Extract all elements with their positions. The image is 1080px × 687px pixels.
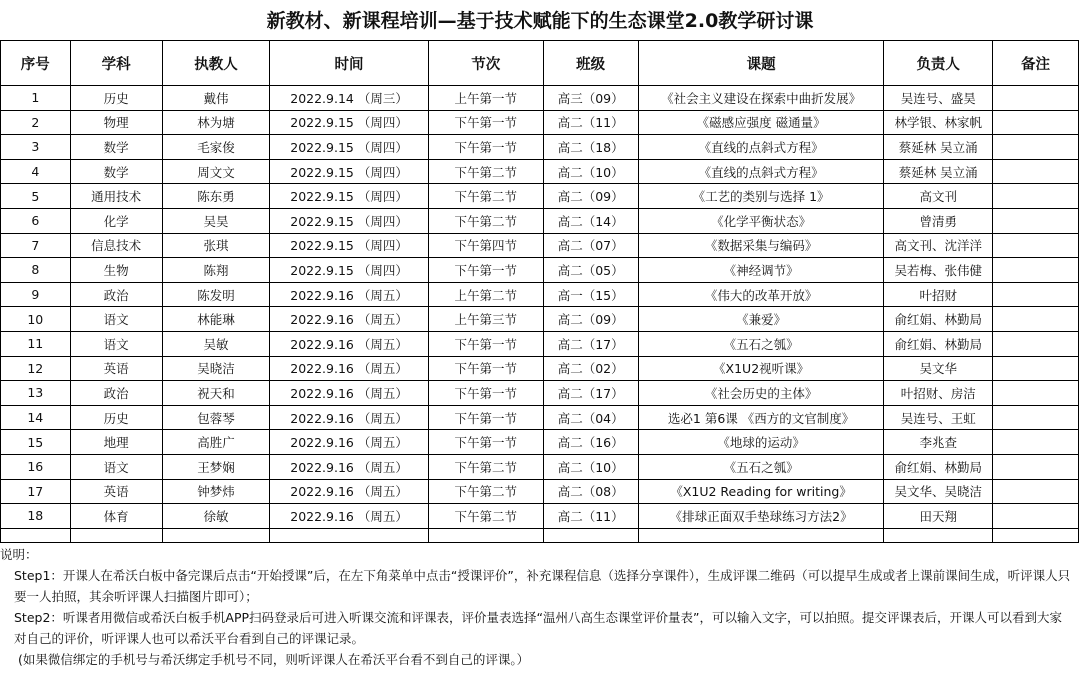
cell-subject: 历史 — [70, 86, 162, 111]
cell-class: 高二（11） — [543, 504, 638, 529]
cell-period: 下午第一节 — [428, 430, 543, 455]
col-header-period: 节次 — [428, 41, 543, 86]
cell-class: 高二（16） — [543, 430, 638, 455]
cell-topic: 《X1U2视听课》 — [638, 356, 884, 381]
cell-subject: 地理 — [70, 430, 162, 455]
cell-index: 1 — [1, 86, 71, 111]
cell-topic: 《五石之瓠》 — [638, 331, 884, 356]
cell-remarks — [992, 159, 1078, 184]
cell-period: 上午第二节 — [428, 282, 543, 307]
cell-owner: 田天翔 — [884, 504, 993, 529]
cell-time: 2022.9.16 （周五） — [270, 430, 429, 455]
cell-teacher: 徐敏 — [162, 504, 269, 529]
cell-subject: 语文 — [70, 307, 162, 332]
col-header-remarks: 备注 — [992, 41, 1078, 86]
cell-class: 高二（05） — [543, 258, 638, 283]
cell-owner: 李兆查 — [884, 430, 993, 455]
cell-time: 2022.9.15 （周四） — [270, 208, 429, 233]
cell-period: 下午第二节 — [428, 208, 543, 233]
cell-remarks — [992, 430, 1078, 455]
cell-remarks — [992, 258, 1078, 283]
cell-period: 下午第二节 — [428, 454, 543, 479]
cell-period: 下午第二节 — [428, 159, 543, 184]
cell-time: 2022.9.16 （周五） — [270, 331, 429, 356]
col-header-teacher: 执教人 — [162, 41, 269, 86]
notes-step2: Step2：听课者用微信或希沃白板手机APP扫码登录后可进入听课交流和评课表，评价量表选择“温州八高生态课堂评价量表”，可以输入文字，可以拍照。提交评课表后，开课人可以看到大家对自己的评价，听评课人也可以希沃平台看到自己的评课记录。 — [14, 610, 1062, 646]
cell-index: 7 — [1, 233, 71, 258]
cell-period: 下午第二节 — [428, 184, 543, 209]
cell-time: 2022.9.14 （周三） — [270, 86, 429, 111]
cell-teacher: 包蓉琴 — [162, 405, 269, 430]
cell-subject: 英语 — [70, 356, 162, 381]
table-row — [1, 208, 1079, 233]
cell-class: 高二（08） — [543, 479, 638, 504]
cell-time: 2022.9.16 （周五） — [270, 479, 429, 504]
cell-class: 高二（11） — [543, 110, 638, 135]
cell-topic: 《社会历史的主体》 — [638, 381, 884, 406]
empty-row — [1, 528, 1079, 542]
cell-period: 上午第一节 — [428, 86, 543, 111]
table-row — [1, 307, 1079, 332]
cell-class: 高二（09） — [543, 307, 638, 332]
cell-time: 2022.9.15 （周四） — [270, 258, 429, 283]
header-row — [1, 41, 1079, 86]
table-row — [1, 233, 1079, 258]
cell-topic: 《磁感应强度 磁通量》 — [638, 110, 884, 135]
cell-remarks — [992, 331, 1078, 356]
cell-owner: 蔡延林 吴立涌 — [884, 135, 993, 160]
cell-topic: 《化学平衡状态》 — [638, 208, 884, 233]
cell-remarks — [992, 454, 1078, 479]
cell-owner: 俞红娟、林勤局 — [884, 454, 993, 479]
cell-teacher: 吴昊 — [162, 208, 269, 233]
cell-class: 高二（14） — [543, 208, 638, 233]
schedule-table — [0, 40, 1079, 543]
cell-subject: 体育 — [70, 504, 162, 529]
cell-subject: 数学 — [70, 135, 162, 160]
cell-remarks — [992, 208, 1078, 233]
empty-cell — [638, 528, 884, 542]
cell-teacher: 张琪 — [162, 233, 269, 258]
cell-class: 高二（02） — [543, 356, 638, 381]
cell-teacher: 毛家俊 — [162, 135, 269, 160]
cell-subject: 物理 — [70, 110, 162, 135]
cell-owner: 蔡延林 吴立涌 — [884, 159, 993, 184]
cell-owner: 吴连号、盛昊 — [884, 86, 993, 111]
cell-time: 2022.9.16 （周五） — [270, 356, 429, 381]
table-row — [1, 184, 1079, 209]
cell-index: 14 — [1, 405, 71, 430]
table-row — [1, 454, 1079, 479]
cell-class: 高三（09） — [543, 86, 638, 111]
cell-subject: 化学 — [70, 208, 162, 233]
cell-topic: 《神经调节》 — [638, 258, 884, 283]
empty-cell — [543, 528, 638, 542]
cell-time: 2022.9.16 （周五） — [270, 381, 429, 406]
col-header-subject: 学科 — [70, 41, 162, 86]
cell-owner: 俞红娟、林勤局 — [884, 331, 993, 356]
cell-teacher: 戴伟 — [162, 86, 269, 111]
cell-class: 高二（04） — [543, 405, 638, 430]
cell-remarks — [992, 184, 1078, 209]
cell-time: 2022.9.15 （周四） — [270, 110, 429, 135]
table-row — [1, 479, 1079, 504]
table-row — [1, 86, 1079, 111]
cell-index: 16 — [1, 454, 71, 479]
empty-cell — [992, 528, 1078, 542]
table-row — [1, 159, 1079, 184]
cell-subject: 生物 — [70, 258, 162, 283]
cell-owner: 吴若梅、张伟健 — [884, 258, 993, 283]
col-header-topic: 课题 — [638, 41, 884, 86]
cell-index: 11 — [1, 331, 71, 356]
table-row — [1, 430, 1079, 455]
cell-topic: 《排球正面双手垫球练习方法2》 — [638, 504, 884, 529]
cell-owner: 吴文华 — [884, 356, 993, 381]
notes-section — [0, 544, 1080, 670]
cell-topic: 《伟大的改革开放》 — [638, 282, 884, 307]
cell-topic: 《X1U2 Reading for writing》 — [638, 479, 884, 504]
cell-remarks — [992, 356, 1078, 381]
cell-index: 15 — [1, 430, 71, 455]
cell-remarks — [992, 504, 1078, 529]
cell-teacher: 吴晓洁 — [162, 356, 269, 381]
cell-teacher: 陈东勇 — [162, 184, 269, 209]
col-header-class: 班级 — [543, 41, 638, 86]
cell-topic: 《地球的运动》 — [638, 430, 884, 455]
cell-class: 高二（10） — [543, 454, 638, 479]
cell-index: 6 — [1, 208, 71, 233]
cell-owner: 叶招财、房洁 — [884, 381, 993, 406]
empty-cell — [70, 528, 162, 542]
table-row — [1, 258, 1079, 283]
cell-teacher: 吴敏 — [162, 331, 269, 356]
cell-topic: 《社会主义建设在探索中曲折发展》 — [638, 86, 884, 111]
cell-index: 17 — [1, 479, 71, 504]
notes-footnote: (如果微信绑定的手机号与希沃绑定手机号不同，则听评课人在希沃平台看不到自己的评课。） — [18, 652, 530, 667]
cell-period: 上午第三节 — [428, 307, 543, 332]
cell-subject: 语文 — [70, 331, 162, 356]
cell-class: 高二（10） — [543, 159, 638, 184]
cell-period: 下午第一节 — [428, 258, 543, 283]
cell-time: 2022.9.16 （周五） — [270, 307, 429, 332]
empty-cell — [270, 528, 429, 542]
table-row — [1, 282, 1079, 307]
cell-owner: 曾清勇 — [884, 208, 993, 233]
cell-time: 2022.9.15 （周四） — [270, 184, 429, 209]
notes-step1: Step1：开课人在希沃白板中备完课后点击“开始授课”后，在左下角菜单中点击“授课评价”，补充课程信息（选择分享课件），生成评课二维码（可以提早生成或者上课前课间生成，听评课人只要一人拍照，其余听评课人扫描图片即可）； — [14, 568, 1071, 604]
cell-period: 下午第一节 — [428, 331, 543, 356]
empty-cell — [884, 528, 993, 542]
cell-owner: 叶招财 — [884, 282, 993, 307]
cell-owner: 高文刊、沈洋洋 — [884, 233, 993, 258]
cell-index: 2 — [1, 110, 71, 135]
cell-index: 9 — [1, 282, 71, 307]
cell-index: 12 — [1, 356, 71, 381]
cell-class: 高二（07） — [543, 233, 638, 258]
cell-class: 高二（18） — [543, 135, 638, 160]
cell-owner: 吴连号、王虹 — [884, 405, 993, 430]
cell-topic: 《数据采集与编码》 — [638, 233, 884, 258]
cell-topic: 《直线的点斜式方程》 — [638, 159, 884, 184]
cell-subject: 历史 — [70, 405, 162, 430]
cell-remarks — [992, 405, 1078, 430]
cell-remarks — [992, 282, 1078, 307]
cell-teacher: 周文文 — [162, 159, 269, 184]
empty-cell — [428, 528, 543, 542]
cell-period: 下午第二节 — [428, 504, 543, 529]
cell-remarks — [992, 110, 1078, 135]
cell-period: 下午第一节 — [428, 135, 543, 160]
table-row — [1, 110, 1079, 135]
cell-period: 下午第二节 — [428, 479, 543, 504]
cell-remarks — [992, 307, 1078, 332]
cell-topic: 《五石之瓠》 — [638, 454, 884, 479]
cell-class: 高二（09） — [543, 184, 638, 209]
cell-time: 2022.9.16 （周五） — [270, 504, 429, 529]
cell-time: 2022.9.16 （周五） — [270, 405, 429, 430]
cell-class: 高二（17） — [543, 381, 638, 406]
cell-index: 18 — [1, 504, 71, 529]
table-row — [1, 135, 1079, 160]
cell-period: 下午第一节 — [428, 110, 543, 135]
col-header-index: 序号 — [1, 41, 71, 86]
cell-owner: 林学银、林家帆 — [884, 110, 993, 135]
cell-teacher: 陈发明 — [162, 282, 269, 307]
cell-time: 2022.9.15 （周四） — [270, 233, 429, 258]
table-row — [1, 405, 1079, 430]
cell-subject: 政治 — [70, 282, 162, 307]
cell-index: 10 — [1, 307, 71, 332]
table-row — [1, 381, 1079, 406]
cell-subject: 语文 — [70, 454, 162, 479]
cell-teacher: 王梦娴 — [162, 454, 269, 479]
cell-teacher: 陈翔 — [162, 258, 269, 283]
col-header-time: 时间 — [270, 41, 429, 86]
cell-subject: 信息技术 — [70, 233, 162, 258]
table-row — [1, 331, 1079, 356]
cell-index: 13 — [1, 381, 71, 406]
cell-time: 2022.9.16 （周五） — [270, 282, 429, 307]
cell-index: 4 — [1, 159, 71, 184]
cell-index: 5 — [1, 184, 71, 209]
cell-teacher: 钟梦炜 — [162, 479, 269, 504]
cell-remarks — [992, 135, 1078, 160]
cell-owner: 高文刊 — [884, 184, 993, 209]
table-row — [1, 504, 1079, 529]
empty-cell — [1, 528, 71, 542]
cell-subject: 通用技术 — [70, 184, 162, 209]
notes-heading: 说明： — [0, 547, 38, 562]
cell-subject: 英语 — [70, 479, 162, 504]
cell-teacher: 高胜广 — [162, 430, 269, 455]
cell-time: 2022.9.16 （周五） — [270, 454, 429, 479]
cell-period: 下午第四节 — [428, 233, 543, 258]
cell-time: 2022.9.15 （周四） — [270, 159, 429, 184]
cell-topic: 《直线的点斜式方程》 — [638, 135, 884, 160]
cell-period: 下午第一节 — [428, 356, 543, 381]
cell-teacher: 林能琳 — [162, 307, 269, 332]
cell-period: 下午第一节 — [428, 381, 543, 406]
cell-remarks — [992, 381, 1078, 406]
cell-index: 8 — [1, 258, 71, 283]
page-title: 新教材、新课程培训—基于技术赋能下的生态课堂2.0教学研讨课 — [266, 10, 814, 32]
cell-period: 下午第一节 — [428, 405, 543, 430]
cell-index: 3 — [1, 135, 71, 160]
col-header-owner: 负责人 — [884, 41, 993, 86]
cell-time: 2022.9.15 （周四） — [270, 135, 429, 160]
cell-topic: 选必1 第6课 《西方的文官制度》 — [638, 405, 884, 430]
cell-class: 高一（15） — [543, 282, 638, 307]
cell-owner: 吴文华、吴晓洁 — [884, 479, 993, 504]
cell-subject: 政治 — [70, 381, 162, 406]
empty-cell — [162, 528, 269, 542]
cell-topic: 《兼爱》 — [638, 307, 884, 332]
cell-remarks — [992, 86, 1078, 111]
cell-class: 高二（17） — [543, 331, 638, 356]
cell-teacher: 林为塘 — [162, 110, 269, 135]
cell-topic: 《工艺的类别与选择 1》 — [638, 184, 884, 209]
cell-subject: 数学 — [70, 159, 162, 184]
cell-remarks — [992, 479, 1078, 504]
cell-owner: 俞红娟、林勤局 — [884, 307, 993, 332]
table-row — [1, 356, 1079, 381]
cell-teacher: 祝天和 — [162, 381, 269, 406]
cell-remarks — [992, 233, 1078, 258]
